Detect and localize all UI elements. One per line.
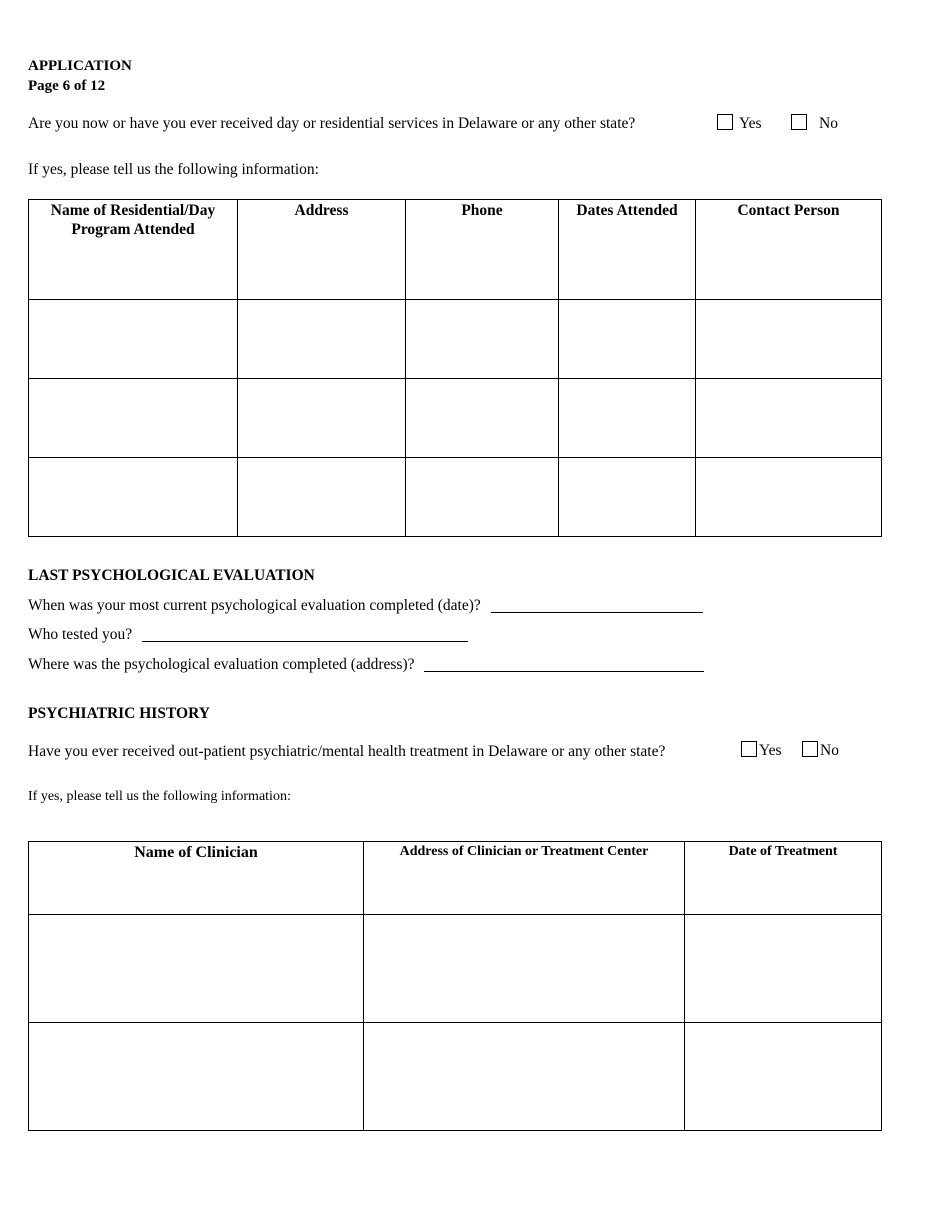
page-number: Page 6 of 12 <box>28 78 106 94</box>
cell-contact-person[interactable] <box>696 458 882 537</box>
col-header-address: Address <box>238 200 406 300</box>
table-row <box>29 1023 882 1131</box>
day-services-no-checkbox[interactable] <box>791 114 807 130</box>
cell-treatment-date[interactable] <box>685 915 882 1023</box>
table-row <box>29 300 882 379</box>
cell-contact-person[interactable] <box>696 300 882 379</box>
cell-address[interactable] <box>238 458 406 537</box>
evaluation-date-field[interactable] <box>491 598 703 613</box>
psychiatric-yes-option[interactable] <box>741 741 782 760</box>
psychiatric-question-text: Have you ever received out-patient psychiatric/mental health treatment in Delaware or any other state? <box>28 743 666 760</box>
cell-program-name[interactable] <box>29 458 238 537</box>
day-services-no-option[interactable] <box>791 114 838 133</box>
table-row <box>29 379 882 458</box>
psychiatric-yes-checkbox[interactable] <box>741 741 757 757</box>
cell-clinician-address[interactable] <box>364 1023 685 1131</box>
day-services-question-text: Are you now or have you ever received day or residential services in Delaware or any other state? <box>28 115 636 132</box>
cell-address[interactable] <box>238 379 406 458</box>
cell-dates-attended[interactable] <box>559 379 696 458</box>
col-header-clinician-address: Address of Clinician or Treatment Center <box>364 842 685 915</box>
day-services-no-label: No <box>819 115 838 132</box>
col-header-clinician-name: Name of Clinician <box>29 842 364 915</box>
clinicians-table-header-row <box>29 842 882 915</box>
evaluation-address-question: Where was the psychological evaluation completed (address)? <box>28 656 415 673</box>
cell-address[interactable] <box>238 300 406 379</box>
col-header-dates-attended: Dates Attended <box>559 200 696 300</box>
programs-table-header-row <box>29 200 882 300</box>
cell-contact-person[interactable] <box>696 379 882 458</box>
psychiatric-no-checkbox[interactable] <box>802 741 818 757</box>
cell-phone[interactable] <box>406 458 559 537</box>
cell-program-name[interactable] <box>29 379 238 458</box>
psychiatric-no-label: No <box>820 742 839 759</box>
programs-table <box>28 199 882 537</box>
cell-treatment-date[interactable] <box>685 1023 882 1131</box>
evaluation-tester-field[interactable] <box>142 627 468 642</box>
cell-program-name[interactable] <box>29 300 238 379</box>
cell-clinician-address[interactable] <box>364 915 685 1023</box>
cell-clinician-name[interactable] <box>29 1023 364 1131</box>
cell-phone[interactable] <box>406 379 559 458</box>
psychiatric-question <box>28 743 665 761</box>
col-header-program-name: Name of Residential/Day Program Attended <box>29 200 238 300</box>
psychiatric-yes-label: Yes <box>759 742 782 759</box>
cell-dates-attended[interactable] <box>559 300 696 379</box>
psychiatric-no-option[interactable] <box>802 741 839 760</box>
col-header-treatment-date: Date of Treatment <box>685 842 882 915</box>
psychiatric-heading: PSYCHIATRIC HISTORY <box>28 705 210 722</box>
evaluation-date-question: When was your most current psychological evaluation completed (date)? <box>28 597 481 614</box>
form-title: APPLICATION <box>28 58 132 74</box>
cell-dates-attended[interactable] <box>559 458 696 537</box>
evaluation-tester-question: Who tested you? <box>28 626 133 643</box>
col-header-contact-person: Contact Person <box>696 200 882 300</box>
table-row <box>29 458 882 537</box>
day-services-yes-option[interactable] <box>717 114 762 133</box>
table-row <box>29 915 882 1023</box>
day-services-question <box>28 115 635 133</box>
cell-phone[interactable] <box>406 300 559 379</box>
evaluation-address-row <box>28 656 704 674</box>
evaluation-heading: LAST PSYCHOLOGICAL EVALUATION <box>28 567 315 584</box>
cell-clinician-name[interactable] <box>29 915 364 1023</box>
clinicians-table <box>28 841 882 1131</box>
day-services-if-yes: If yes, please tell us the following information: <box>28 161 319 178</box>
evaluation-date-row <box>28 597 703 615</box>
day-services-yes-checkbox[interactable] <box>717 114 733 130</box>
evaluation-tester-row <box>28 626 468 644</box>
evaluation-address-field[interactable] <box>424 657 704 672</box>
col-header-phone: Phone <box>406 200 559 300</box>
day-services-yes-label: Yes <box>739 115 762 132</box>
psychiatric-if-yes: If yes, please tell us the following information: <box>28 789 291 804</box>
